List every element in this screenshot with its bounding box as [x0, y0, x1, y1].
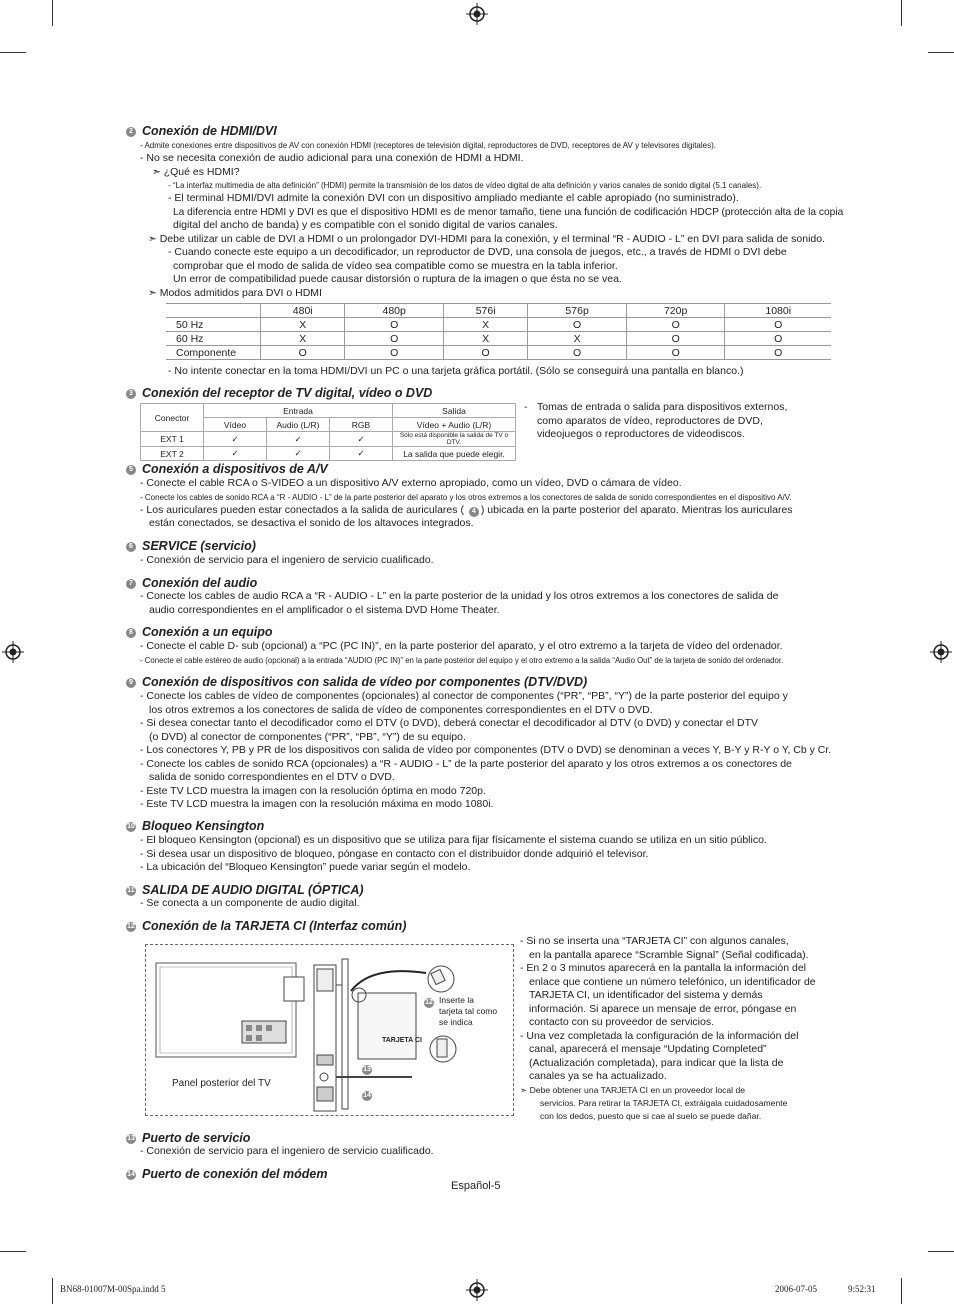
receptor-note	[537, 401, 787, 442]
table-cell: X	[443, 332, 527, 346]
text-line: - Si desea conectar tanto el decodificador como el DTV (o DVD), deberá conectar el decodificador al DTV (o DVD) y conectar el DTV	[140, 717, 759, 729]
text-line: - Admite conexiones entre dispositivos de AV con conexión HDMI (receptores de televisión digital, reproductores de DVD, receptores de AV y televisores digitales).	[140, 141, 716, 150]
section-audio	[126, 576, 257, 591]
table-cell: La salida que puede elegir.	[393, 447, 516, 461]
section-title-text: Conexión a dispositivos de A/V	[142, 462, 328, 476]
text-line: servicios. Para retirar la TARJETA CI, extráigala cuidadosamente	[540, 1097, 788, 1108]
registration-mark-icon	[466, 3, 488, 25]
audio-body	[140, 590, 779, 617]
section-title-text: SALIDA DE AUDIO DIGITAL (ÓPTICA)	[142, 883, 364, 897]
text-line: - Conecte los cables de sonido RCA a “R - AUDIO - L” de la parte posterior del aparato y los otros extremos a los conectores de salida de sonido correspondientes en el dispositivo A/V.	[140, 492, 792, 502]
table-row	[166, 318, 831, 332]
table-cell: O	[626, 346, 725, 360]
section-number: 9	[126, 678, 136, 688]
table-cell: O	[443, 346, 527, 360]
text-line: (o DVD) al conector de componentes (“PR”, “PB”, “Y”) de su equipo.	[149, 730, 466, 743]
text-line: información. Si aparece un mensaje de error, póngase en	[529, 1002, 797, 1015]
table-cell: O	[261, 346, 345, 360]
table-cell: O	[626, 332, 725, 346]
registration-mark-icon	[2, 641, 24, 663]
text-line: contacto con su proveedor de servicios.	[529, 1016, 715, 1028]
text-line: - El terminal HDMI/DVI admite la conexión DVI con un dispositivo ampliado mediante el cable apropiado (no suministrado).	[168, 192, 739, 204]
text-line: ➣ Debe utilizar un cable de DVI a HDMI o un prolongador DVI-HDMI para la conexión, y el terminal “R - AUDIO - L” en DVI para salida de sonido.	[148, 232, 826, 245]
section-number: 6	[126, 542, 136, 552]
figure-label: Panel posterior del TV	[172, 1078, 271, 1089]
text-line: - Conecte el cable estéreo de audio (opcional) a la entrada “AUDIO (PC IN)” en la parte posterior del equipo y el otro extremo a la salida “Audio Out” de la tarjeta de sonido del ordenador.	[140, 655, 784, 665]
section-modem	[126, 1167, 327, 1182]
table-cell: RGB	[330, 418, 393, 432]
check-icon: ✓	[204, 432, 267, 447]
text-line: ➣ Modos admitidos para DVI o HDMI	[148, 286, 322, 299]
text-line: - Conexión de servicio para el ingeniero de servicio cualificado.	[140, 1145, 434, 1157]
text-line: - No intente conectar en la toma HDMI/DVI un PC o una tarjeta gráfica portátil. (Sólo se conseguirá una pantalla en blanco.)	[168, 365, 744, 377]
text-line: comprobar que el modo de salida de vídeo sea compatible como se muestra en la tabla inferior.	[173, 259, 618, 272]
section-title-text: Puerto de conexión del módem	[142, 1167, 328, 1181]
section-number: 4	[469, 507, 479, 517]
table-cell: EXT 1	[141, 432, 204, 447]
text-line: - Si desea usar un dispositivo de bloqueo, póngase en contacto con el distribuidor donde adquirió el televisor.	[140, 847, 649, 860]
ci-notes	[520, 935, 816, 1123]
text-line: con los dedos, puesto que si cae al suelo se puede dañar.	[540, 1110, 762, 1121]
section-title	[126, 124, 277, 139]
table-cell: 480p	[345, 304, 444, 318]
text-line: canal, aparecerá el mensaje “Updating Completed”	[529, 1043, 767, 1055]
text-line: - El bloqueo Kensington (opcional) es un dispositivo que se utiliza para fijar físicamente el sistema cuando se utiliza en un sitio público.	[140, 834, 767, 846]
text-line: se indica	[439, 1017, 473, 1027]
table-row	[166, 332, 831, 346]
table-cell: Conector	[141, 404, 204, 432]
section-number: 8	[126, 628, 136, 638]
registration-mark-icon	[930, 641, 952, 663]
text-line: digital del ancho de banda) y es compatible con el sonido digital de varios canales.	[173, 219, 558, 231]
table-cell: O	[725, 318, 831, 332]
table-cell: Sólo está disponible la salida de TV o DTV.	[393, 432, 516, 447]
section-component	[126, 675, 587, 690]
text-line: audio correspondientes en el amplificador o el sistema DVD Home Theater.	[149, 603, 500, 616]
table-cell: EXT 2	[141, 447, 204, 461]
text-line: - Los conectores Y, PB y PR de los dispositivos con salida de vídeo por componentes (DTV o DVD) se denominan a veces Y, B-Y y R-Y o Y, Cb y Cr.	[140, 744, 832, 756]
crop-mark	[52, 0, 53, 26]
check-icon: ✓	[330, 447, 393, 461]
connector-table	[140, 403, 516, 461]
section-hdmi	[126, 124, 277, 139]
text-line: - Conecte los cables de vídeo de componentes (opcionales) al conector de componentes (“PR”, “PB”, “Y”) de la parte posterior del equipo y	[140, 690, 788, 702]
table-cell: 576i	[443, 304, 527, 318]
section-number: 10	[127, 822, 135, 830]
figure-number: 13	[363, 1066, 371, 1073]
text-span: ) ubicada en la parte posterior del aparato. Mientras los auriculares	[480, 503, 793, 516]
table-row	[166, 304, 831, 318]
check-icon: ✓	[204, 447, 267, 461]
text-line: - Se conecta a un componente de audio digital.	[140, 897, 360, 909]
table-cell: 480i	[261, 304, 345, 318]
section-pc	[126, 625, 273, 640]
text-line: Tomas de entrada o salida para dispositivos externos,	[537, 401, 788, 413]
text-line: Un error de compatibilidad puede causar distorsión o ruptura de la imagen o que ésta no se vea.	[173, 273, 622, 285]
section-number: 7	[126, 579, 136, 589]
text-span: - Los auriculares pueden estar conectados a la salida de auriculares (	[140, 503, 464, 516]
table-cell: X	[443, 318, 527, 332]
section-number: 11	[127, 886, 135, 894]
file-name: BN68-01007M-00Spa.indd 5	[60, 1284, 166, 1294]
table-cell: O	[725, 332, 831, 346]
text-line: enlace que contiene un número telefónico, un identificador de	[529, 975, 816, 988]
section-ci	[126, 919, 406, 934]
section-number: 12	[127, 922, 135, 930]
crop-mark	[928, 1251, 954, 1252]
check-icon: ✓	[330, 432, 393, 447]
section-av	[126, 462, 328, 477]
table-cell: 576p	[528, 304, 627, 318]
text-line	[140, 504, 793, 518]
component-body	[140, 690, 831, 812]
table-cell	[166, 304, 261, 318]
section-service	[126, 539, 256, 554]
note-dash: -	[524, 401, 528, 413]
figure-number: 14	[363, 1092, 371, 1099]
text-line: salida de sonido correspondientes en el DTV o DVD.	[149, 771, 395, 783]
section-title-text: Conexión de HDMI/DVI	[142, 124, 277, 138]
figure-number: 12	[425, 999, 433, 1006]
dvi-hdmi-modes-table	[166, 303, 831, 360]
table-cell: 50 Hz	[166, 318, 261, 332]
table-cell: 720p	[626, 304, 725, 318]
table-cell: 1080i	[725, 304, 831, 318]
text-line: TARJETA CI, un identificador del sistema y demás	[529, 989, 763, 1001]
text-line: como aparatos de vídeo, reproductores de DVD,	[537, 414, 763, 427]
section-kensington	[126, 819, 264, 834]
insert-note	[439, 995, 497, 1028]
crop-mark	[0, 52, 26, 53]
text-line: tarjeta tal como	[439, 1006, 498, 1016]
text-line: - Cuando conecte este equipo a un decodificador, un reproductor de DVD, una consola de juegos, etc., a través de HDMI o DVI debe	[168, 246, 787, 258]
table-cell: 60 Hz	[166, 332, 261, 346]
table-row	[166, 346, 831, 360]
crop-mark	[52, 1278, 53, 1304]
section-receptor	[126, 386, 432, 401]
section-title-text: Puerto de servicio	[142, 1131, 251, 1145]
text-line: ➣ Debe obtener una TARJETA CI en un proveedor local de	[520, 1084, 746, 1095]
text-line: - Conecte el cable D- sub (opcional) a “PC (PC IN)”, en la parte posterior del aparato, y el otro extremo a la tarjeta de vídeo del ordenador.	[140, 640, 783, 652]
table-cell: Salida	[393, 404, 516, 418]
registration-mark-icon	[466, 1279, 488, 1301]
section-title-text: Conexión a un equipo	[142, 625, 273, 639]
text-line: - En 2 o 3 minutos aparecerá en la pantalla la información del	[520, 962, 807, 974]
tv-back-panel-illustration	[146, 945, 513, 1115]
section-title-text: Conexión de la TARJETA CI (Interfaz común)	[142, 919, 407, 933]
figure-label: TARJETA CI	[382, 1037, 422, 1044]
table-cell: Componente	[166, 346, 261, 360]
text-line: Inserte la	[439, 995, 474, 1005]
section-title-text: Bloqueo Kensington	[142, 819, 265, 833]
table-cell: O	[528, 318, 627, 332]
table-cell: Vídeo	[204, 418, 267, 432]
text-line: en la pantalla aparece “Scramble Signal” (Señal codificada).	[529, 948, 809, 961]
page-number: Español-5	[451, 1180, 501, 1192]
table-cell: O	[725, 346, 831, 360]
text-line: - Conecte el cable RCA o S-VIDEO a un dispositivo A/V externo apropiado, como un vídeo, DVD o cámara de vídeo.	[140, 477, 682, 489]
table-cell: O	[528, 346, 627, 360]
table-cell: O	[345, 346, 444, 360]
text-line: - La ubicación del “Bloqueo Kensington” puede variar según el modelo.	[140, 861, 471, 873]
print-time: 9:52:31	[848, 1284, 876, 1294]
av-body	[140, 477, 793, 531]
text-line: ➣ ¿Qué es HDMI?	[152, 165, 240, 178]
table-cell: O	[626, 318, 725, 332]
text-line: - “La interfaz multimedia de alta definición” (HDMI) permite la transmisión de los datos de vídeo digital de alta definición y varios canales de sonido digital (5.1 canales).	[168, 181, 762, 190]
text-line: - Este TV LCD muestra la imagen con la resolución óptima en modo 720p.	[140, 784, 486, 797]
text-line: (Actualización completada), para indicar que la lista de	[529, 1056, 784, 1069]
section-number: 13	[127, 1134, 135, 1142]
section-number: 14	[127, 1170, 135, 1178]
text-line: La diferencia entre HDMI y DVI es que el dispositivo HDMI es de menor tamaño, tiene una función de codificación HDCP (protección alta de la copia	[173, 206, 844, 218]
table-row	[141, 404, 516, 418]
section-service-port	[126, 1131, 250, 1146]
hdmi-body	[140, 139, 843, 300]
crop-mark	[928, 52, 954, 53]
section-title-text: SERVICE (servicio)	[142, 539, 256, 553]
crop-mark	[901, 0, 902, 26]
text-line: videojuegos o reproductores de videodiscos.	[537, 428, 745, 440]
section-number: 2	[126, 127, 136, 137]
text-line: - Una vez completada la configuración de la información del	[520, 1029, 799, 1042]
text-line: los otros extremos a los conectores de salida de vídeo de componentes correspondientes en el DTV o DVD.	[149, 703, 653, 716]
table-cell: O	[345, 318, 444, 332]
text-line: están conectados, se desactiva el sonido de los altavoces integrados.	[149, 517, 474, 529]
ci-card-figure	[145, 944, 514, 1116]
check-icon: ✓	[267, 447, 330, 461]
text-line: - Este TV LCD muestra la imagen con la resolución máxima en modo 1080i.	[140, 798, 494, 810]
crop-mark	[0, 1251, 26, 1252]
section-number: 3	[126, 389, 136, 399]
table-cell: X	[528, 332, 627, 346]
table-row	[141, 432, 516, 447]
table-cell: O	[345, 332, 444, 346]
table-cell: X	[261, 332, 345, 346]
text-line: - Conexión de servicio para el ingeniero de servicio cualificado.	[140, 554, 434, 566]
check-icon: ✓	[267, 432, 330, 447]
table-cell: Vídeo + Audio (L/R)	[393, 418, 516, 432]
table-cell: X	[261, 318, 345, 332]
table-cell: Entrada	[204, 404, 393, 418]
kensington-body	[140, 834, 767, 875]
text-line: - No se necesita conexión de audio adicional para una conexión de HDMI a HDMI.	[140, 152, 524, 164]
text-line: - Si no se inserta una “TARJETA CI” con algunos canales,	[520, 935, 789, 947]
pc-body	[140, 640, 783, 667]
table-row	[141, 447, 516, 461]
text-line: - Conecte los cables de sonido RCA (opcionales) a “R - AUDIO - L” de la parte posterior del aparato y los otros extremos a os conectores de	[140, 757, 792, 770]
print-date: 2006-07-05	[775, 1284, 817, 1294]
section-title-text: Conexión del receptor de TV digital, vídeo o DVD	[142, 386, 433, 400]
section-optical	[126, 883, 364, 898]
text-line: - Conecte los cables de audio RCA a “R - AUDIO - L” en la parte posterior de la unidad y los otros extremos a los conectores de salida de	[140, 590, 779, 602]
crop-mark	[901, 1278, 902, 1304]
section-title-text: Conexión de dispositivos con salida de vídeo por componentes (DTV/DVD)	[142, 675, 588, 689]
table-cell: Audio (L/R)	[267, 418, 330, 432]
section-number: 5	[126, 465, 136, 475]
text-line: canales ya se ha actualizado.	[529, 1070, 667, 1082]
section-title-text: Conexión del audio	[142, 576, 258, 590]
